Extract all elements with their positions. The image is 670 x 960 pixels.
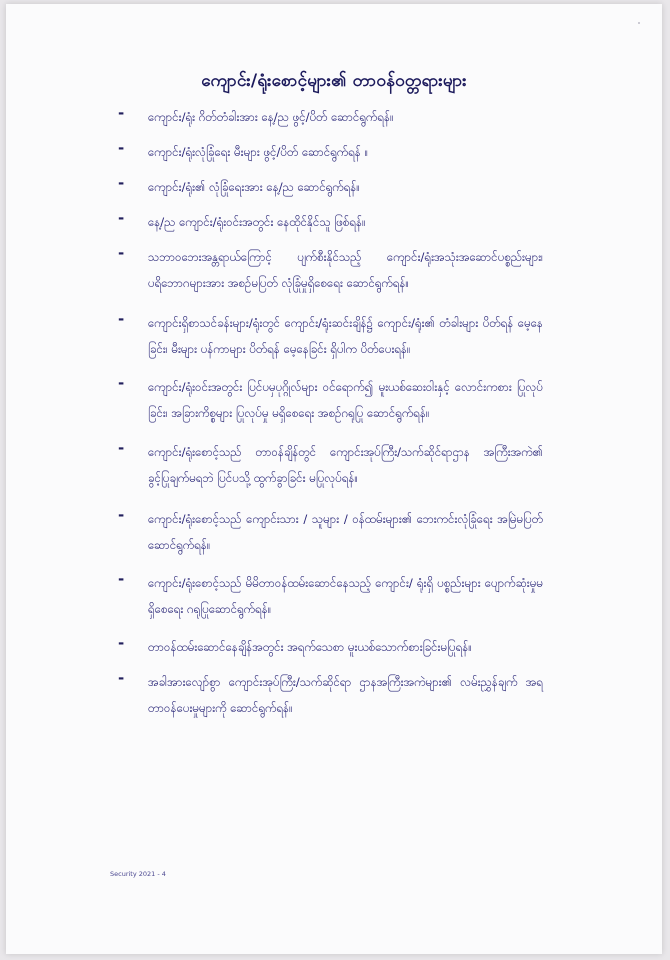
list-item-text: နေ့/ည ကျောင်း/ရုံးဝင်းအတွင်း နေထိုင်နိုင်သူ ဖြစ်ရန်။	[148, 215, 366, 229]
list-item-text: အခါအားလျော်စွာ ကျောင်းအုပ်ကြီး/သက်ဆိုင်ရာ ဌာနအကြီးအကဲများ၏ လမ်းညွှန်ချက် အရ တာဝန်ပေးမှုများကို ဆောင်ရွက်ရန်။	[148, 675, 543, 715]
document-page	[6, 4, 662, 954]
list-item-text: ကျောင်း/ရုံးစောင့်သည် တာဝန်ချိန်တွင် ကျောင်းအုပ်ကြီး/သက်ဆိုင်ရာဌာန အကြီးအကဲ၏ ခွင့်ပြုချက်မရဘဲ ပြင်ပသို့ ထွက်ခွာခြင်း မပြုလုပ်ရန်။	[148, 445, 543, 485]
list-item-text: ကျောင်း/ရုံး ဂိတ်တံခါးအား နေ့/ည ဖွင့်/ပိတ် ဆောင်ရွက်ရန်။	[148, 110, 394, 124]
bullet-dash: -	[118, 374, 125, 392]
bullet-dash: -	[118, 439, 125, 457]
paper-speck	[638, 22, 640, 24]
list-item-text: ကျောင်းရှိစာသင်ခန်းများ/ရုံးတွင် ကျောင်း/ရုံးဆင်းချိန်၌ ကျောင်း/ရုံး၏ တံခါးများ ပိတ်ရန် မေ့နေခြင်း၊ မီးများ ပန်ကာများ ပိတ်ရန် မေ့နေခြင်း ရှိပါက ပိတ်ပေးရန်။	[148, 316, 543, 356]
list-item-text: ကျောင်း/ရုံးလုံခြုံရေး မီးများ ဖွင့်/ပိတ် ဆောင်ရွက်ရန် ။	[148, 145, 369, 159]
bullet-dash: -	[118, 139, 125, 157]
list-item-text: ကျောင်း/ရုံးစောင့်သည် မိမိတာဝန်ထမ်းဆောင်နေသည့် ကျောင်း/ ရုံးရှိ ပစ္စည်းများ ပျောက်ဆုံးမှုမရှိစေရေး ဂရုပြုဆောင်ရွက်ရန်။	[148, 576, 543, 616]
footer-note: Security 2021 - 4	[110, 870, 166, 878]
bullet-dash: -	[118, 209, 125, 227]
list-item-text: သဘာဝဘေးအန္တရာယ်ကြောင့် ပျက်စီးနိုင်သည့် ကျောင်း/ရုံးအသုံးအဆောင်ပစ္စည်းများ၊ ပရိဘောဂများအား အစဉ်မပြတ် လုံခြုံမှုရှိစေရေး ဆောင်ရွက်ရန်။	[148, 250, 543, 290]
bullet-dash: -	[118, 634, 125, 652]
bullet-dash: -	[118, 104, 125, 122]
list-item-text: ကျောင်း/ရုံးစောင့်သည် ကျောင်းသား / သူများ / ဝန်ထမ်းများ၏ ဘေးကင်းလုံခြုံရေး အမြဲမပြတ် ဆောင်ရွက်ရန်။	[148, 512, 543, 552]
list-item-text: ကျောင်း/ရုံး၏ လုံခြုံရေးအား နေ့/ည ဆောင်ရွက်ရန်။	[148, 180, 360, 194]
bullet-dash: -	[118, 174, 125, 192]
list-item-text: တာဝန်ထမ်းဆောင်နေချိန်အတွင်း အရက်သေစာ မူးယစ်သောက်စားခြင်းမပြုရန်။	[148, 640, 472, 654]
bullet-dash: -	[118, 570, 125, 588]
bullet-dash: -	[118, 310, 125, 328]
bullet-dash: -	[118, 244, 125, 262]
document-title: ကျောင်း/ရုံးစောင့်များ၏ တာဝန်ဝတ္တရားများ	[201, 71, 467, 91]
bullet-dash: -	[118, 669, 125, 687]
list-item-text: ကျောင်း/ရုံးဝင်းအတွင်း ပြင်ပမှပုဂ္ဂိုလ်များ ဝင်ရောက်၍ မူးယစ်ဆေးဝါးနှင့် လောင်းကစား ပြုလုပ်ခြင်း၊ အခြားကိစ္စများ ပြုလုပ်မှု မရှိစေရေး အစဉ်ဂရုပြု ဆောင်ရွက်ရန်။	[148, 380, 543, 420]
bullet-dash: -	[118, 506, 125, 524]
